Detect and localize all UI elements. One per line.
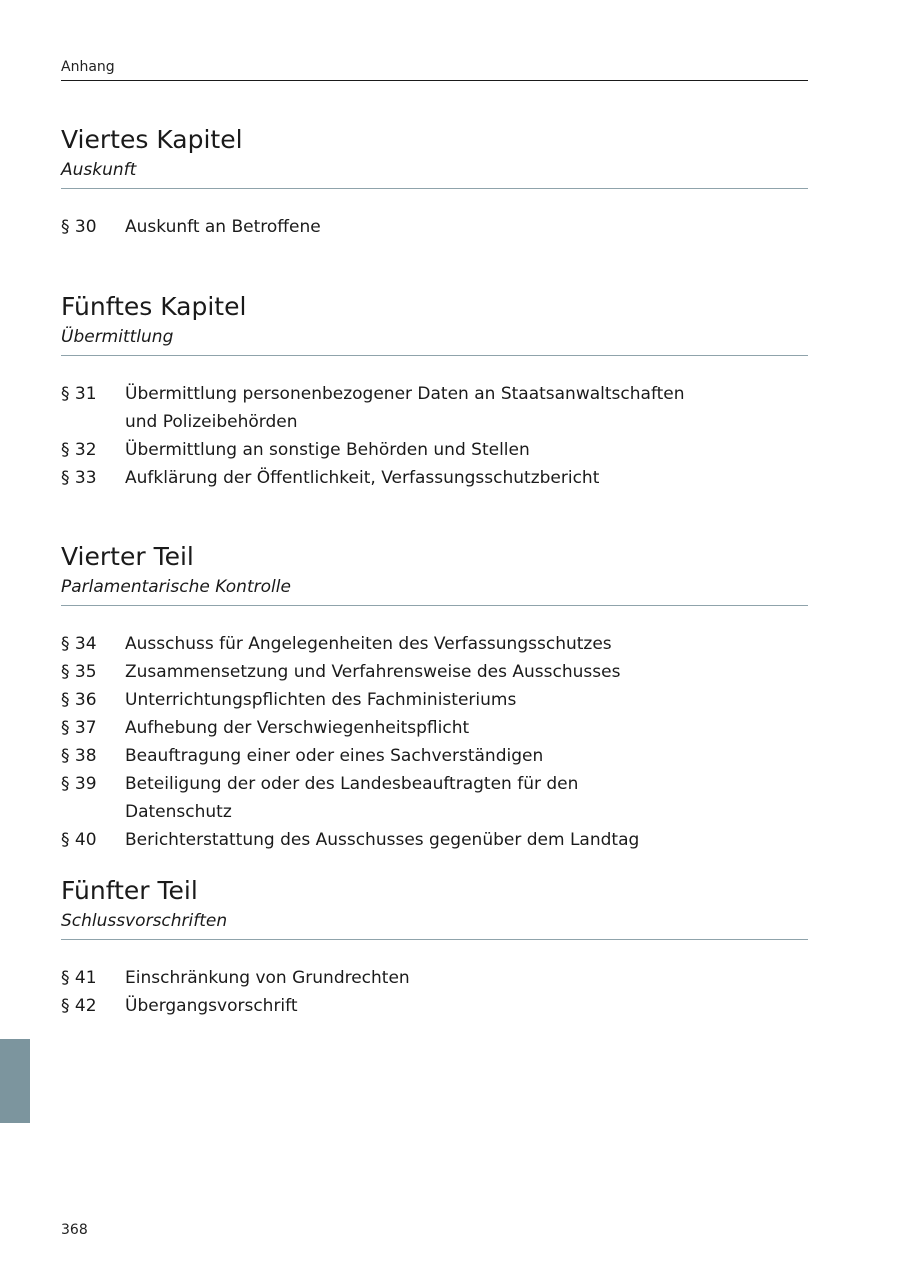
list-item — [61, 436, 808, 464]
section-fuenftes-kapitel — [61, 292, 808, 492]
paragraph-number: § 30 — [61, 217, 97, 237]
list-item — [61, 658, 808, 686]
list-item — [61, 992, 808, 1020]
chapter-side-tab — [0, 1039, 30, 1123]
paragraph-number: § 37 — [61, 718, 97, 738]
list-item — [61, 686, 808, 714]
paragraph-title: Aufhebung der Verschwiegenheitspflicht — [125, 718, 470, 738]
list-item — [61, 742, 808, 770]
list-item — [61, 380, 808, 436]
paragraph-title: Übermittlung an sonstige Behörden und Stellen — [125, 440, 530, 460]
paragraph-title: Auskunft an Betroffene — [125, 217, 321, 237]
list-item — [61, 464, 808, 492]
paragraph-number: § 32 — [61, 440, 97, 460]
paragraph-title: Einschränkung von Grundrechten — [125, 968, 410, 988]
paragraph-number: § 38 — [61, 746, 97, 766]
paragraph-title: Zusammensetzung und Verfahrensweise des Ausschusses — [125, 662, 621, 682]
paragraph-title: Übergangsvorschrift — [125, 996, 298, 1016]
paragraph-title: Ausschuss für Angelegenheiten des Verfassungsschutzes — [125, 634, 612, 654]
paragraph-title: Unterrichtungspflichten des Fachministeriums — [125, 690, 517, 710]
section-subtitle: Parlamentarische Kontrolle — [61, 577, 291, 597]
section-title: Fünfter Teil — [61, 876, 198, 905]
paragraph-title: Berichterstattung des Ausschusses gegenüber dem Landtag — [125, 830, 640, 850]
paragraph-title: Aufklärung der Öffentlichkeit, Verfassungsschutzbericht — [125, 468, 600, 488]
entry-list — [61, 630, 808, 854]
paragraph-number: § 42 — [61, 996, 97, 1016]
section-title: Vierter Teil — [61, 542, 194, 571]
section-viertes-kapitel — [61, 125, 808, 241]
section-rule — [61, 188, 808, 189]
paragraph-number: § 39 — [61, 774, 97, 794]
page-number: 368 — [61, 1222, 88, 1238]
section-subtitle: Übermittlung — [61, 327, 174, 347]
section-title: Fünftes Kapitel — [61, 292, 247, 321]
section-rule — [61, 355, 808, 356]
paragraph-title: Übermittlung personenbezogener Daten an Staatsanwaltschaften und Polizeibehörden — [125, 384, 685, 432]
list-item — [61, 964, 808, 992]
entry-list — [61, 964, 808, 1020]
list-item — [61, 826, 808, 854]
paragraph-number: § 36 — [61, 690, 97, 710]
section-title: Viertes Kapitel — [61, 125, 243, 154]
paragraph-number: § 31 — [61, 384, 97, 404]
paragraph-title: Beteiligung der oder des Landesbeauftragten für den Datenschutz — [125, 774, 579, 822]
section-rule — [61, 939, 808, 940]
list-item — [61, 213, 808, 241]
section-vierter-teil — [61, 542, 808, 854]
section-rule — [61, 605, 808, 606]
paragraph-number: § 41 — [61, 968, 97, 988]
running-header: Anhang — [61, 59, 115, 75]
paragraph-number: § 35 — [61, 662, 97, 682]
section-subtitle: Auskunft — [61, 160, 137, 180]
section-subtitle: Schlussvorschriften — [61, 911, 228, 931]
entry-list — [61, 380, 808, 492]
list-item — [61, 630, 808, 658]
section-fuenfter-teil — [61, 876, 808, 1020]
entry-list — [61, 213, 808, 241]
paragraph-title: Beauftragung einer oder eines Sachverständigen — [125, 746, 544, 766]
list-item — [61, 714, 808, 742]
paragraph-number: § 33 — [61, 468, 97, 488]
header-rule — [61, 80, 808, 81]
paragraph-number: § 40 — [61, 830, 97, 850]
list-item — [61, 770, 808, 826]
paragraph-number: § 34 — [61, 634, 97, 654]
